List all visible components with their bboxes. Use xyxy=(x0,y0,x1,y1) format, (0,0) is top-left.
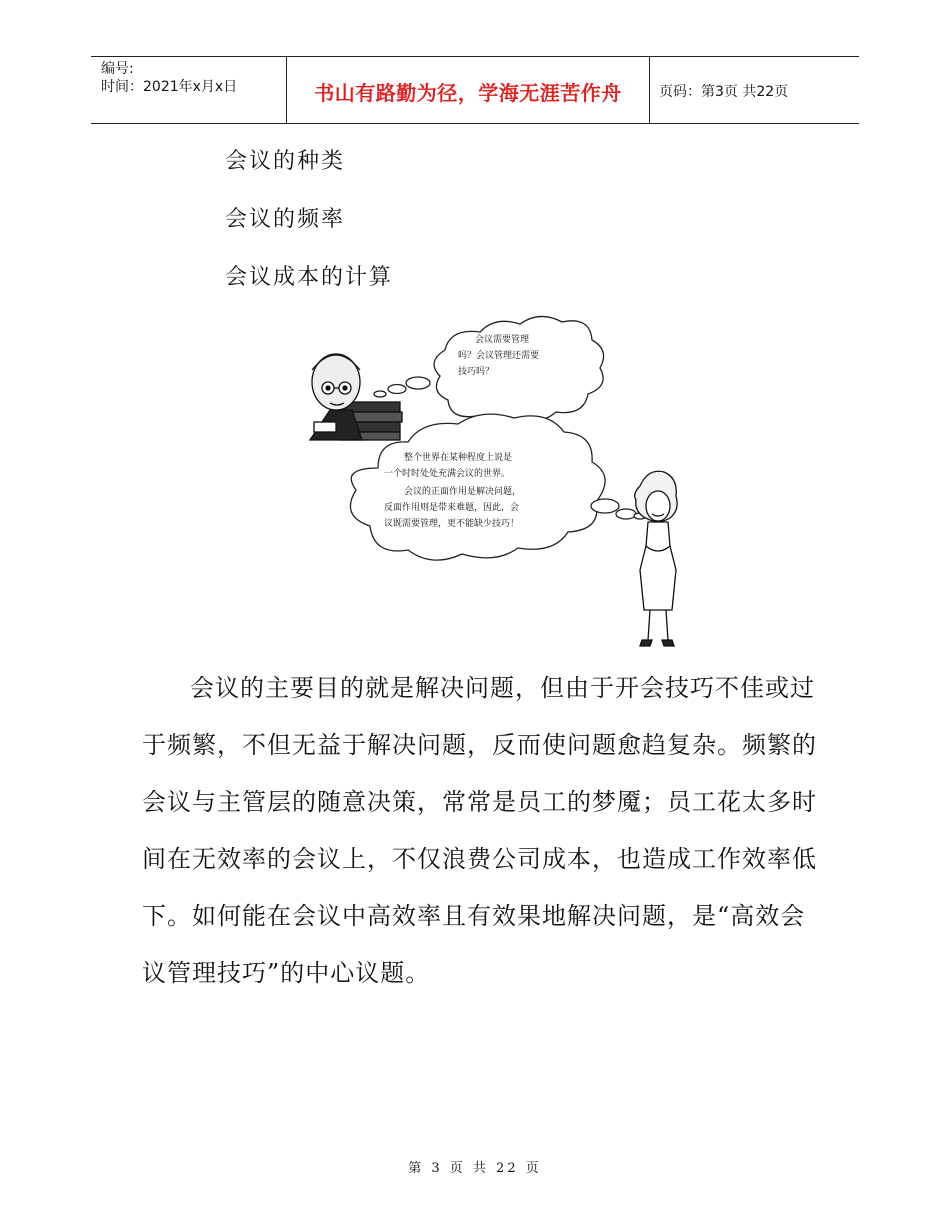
bottom-bubble-text-line: 议既需要管理，更不能缺少技巧！ xyxy=(384,519,520,529)
top-bubble-text-line: 技巧吗？ xyxy=(458,367,495,377)
body-paragraph xyxy=(142,660,822,1002)
top-bubble-text-line: 会议需要管理 xyxy=(475,335,530,345)
bottom-bubble-text-line: 会议的正面作用是解决问题， xyxy=(404,487,522,497)
header-meta-cell xyxy=(91,57,285,123)
woman-figure xyxy=(635,471,677,646)
paragraph-line: 于频繁，不但无益于解决问题，反而使问题愈趋复杂。频繁的 xyxy=(142,731,817,759)
page-footer: 第 3 页 共 22 页 xyxy=(408,1161,542,1176)
bottom-bubble-text-line: 反面作用则是带来难题，因此，会 xyxy=(384,503,520,513)
cartoon-illustration xyxy=(300,310,710,650)
thought-dot xyxy=(591,499,619,513)
header-page-number: 页码：第3页 共22页 xyxy=(659,84,789,100)
thought-dot xyxy=(374,391,386,397)
thought-dot xyxy=(406,377,430,389)
header-motto: 书山有路勤为径，学海无涯苦作舟 xyxy=(314,81,622,105)
thought-dot xyxy=(616,509,636,519)
paragraph-line: 间在无效率的会议上，不仅浪费公司成本，也造成工作效率低 xyxy=(142,845,817,873)
topic-meeting-cost: 会议成本的计算 xyxy=(225,265,394,290)
paragraph-line: 下。如何能在会议中高效率且有效果地解决问题，是“高效会 xyxy=(142,902,806,930)
old-man-figure xyxy=(310,354,402,440)
document-date-label: 时间：2021年x月x日 xyxy=(101,79,238,95)
bottom-bubble-text-line: 一个时时处处充满会议的世界。 xyxy=(384,469,511,479)
header-page-cell xyxy=(649,57,859,123)
thought-dot xyxy=(388,385,406,394)
paragraph-line: 议管理技巧”的中心议题。 xyxy=(142,959,431,987)
paragraph-line: 会议的主要目的就是解决问题，但由于开会技巧不佳或过 xyxy=(190,674,815,702)
bottom-bubble-text-line: 整个世界在某种程度上说是 xyxy=(404,453,513,463)
page-header xyxy=(91,56,859,124)
topic-meeting-types: 会议的种类 xyxy=(225,149,346,174)
paragraph-line: 会议与主管层的随意决策，常常是员工的梦魇；员工花太多时 xyxy=(142,788,817,816)
topic-meeting-frequency: 会议的频率 xyxy=(225,207,346,232)
document-code-label: 编号: xyxy=(101,61,134,77)
header-motto-cell xyxy=(286,57,650,123)
top-bubble-text-line: 吗？会议管理还需要 xyxy=(458,351,540,361)
